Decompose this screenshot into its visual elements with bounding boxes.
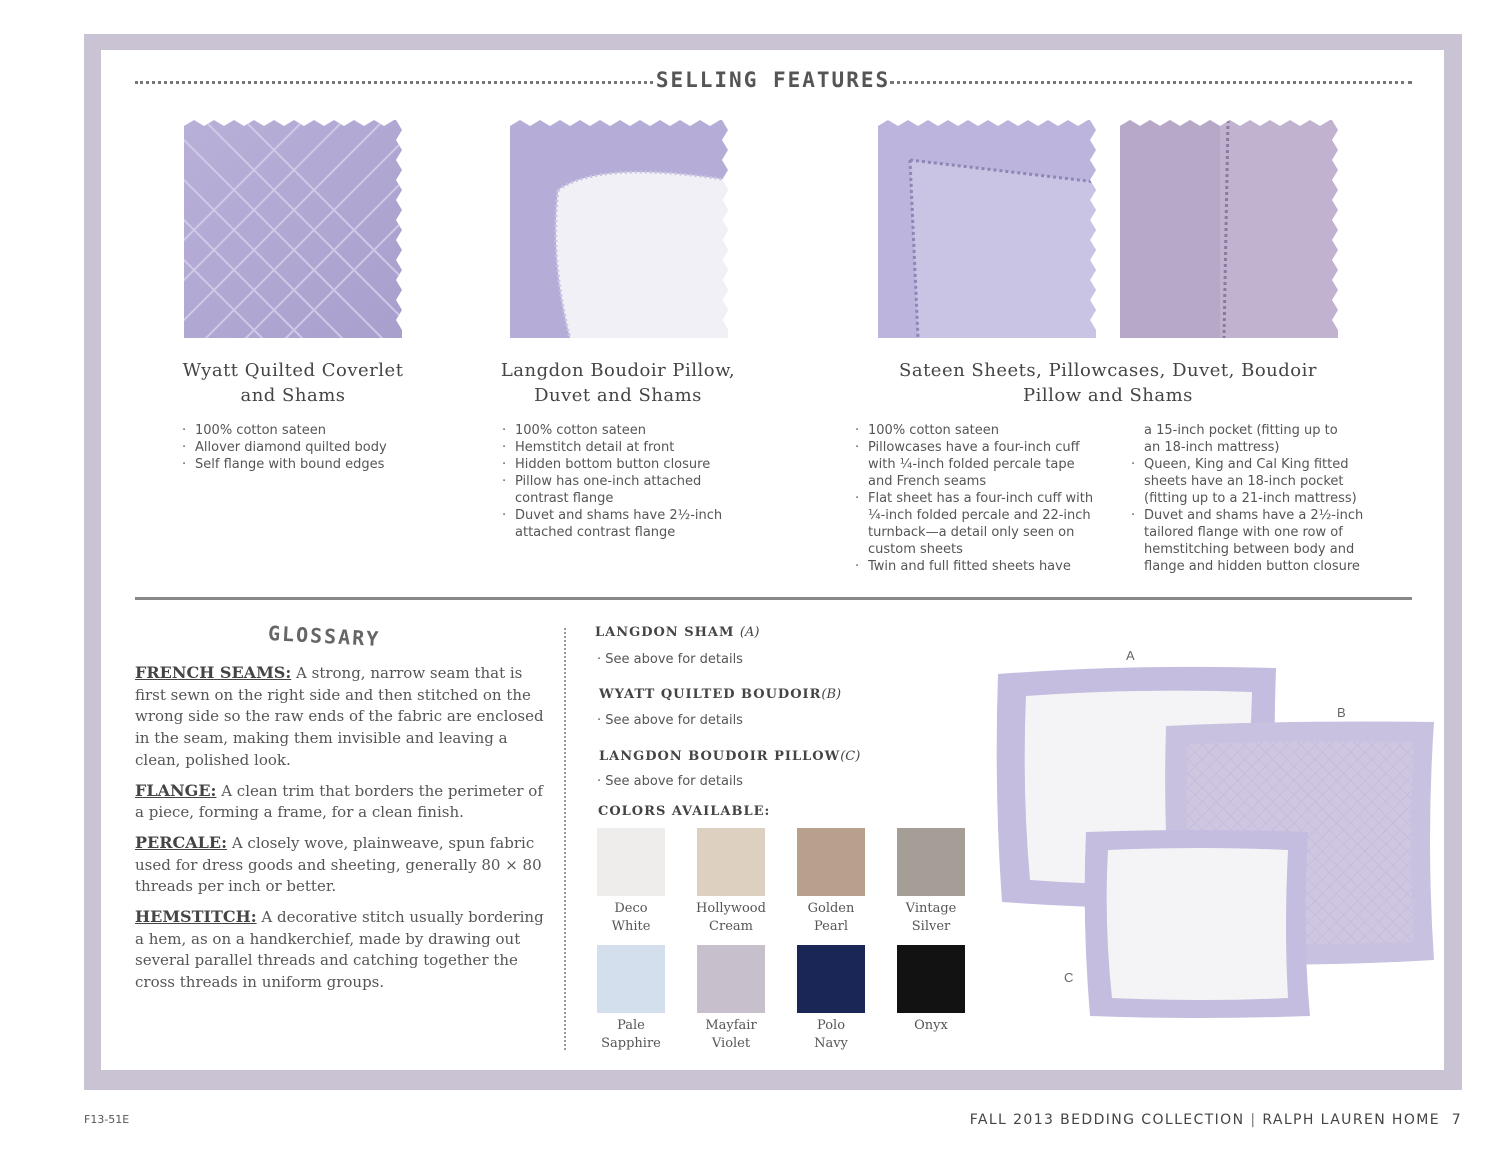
color-name xyxy=(876,900,986,936)
glossary-definition: A clean trim that borders the perimeter of a piece, forming a frame, for a clean finish. xyxy=(135,781,543,822)
dotted-rule-left xyxy=(135,81,653,84)
glossary-definition: A closely wove, plainweave, spun fabric used for dress goods and sheeting, generally 80 × 80 threads per inch or better. xyxy=(135,833,542,896)
feature-item: a 15-inch pocket (fitting up to xyxy=(1144,423,1338,438)
pillow-c-body xyxy=(1107,848,1288,1000)
feature-item: · Pillowcases have a four-inch cuff xyxy=(855,439,1125,456)
glossary-term: FRENCH SEAMS: xyxy=(135,663,292,682)
features-list-langdon xyxy=(502,422,792,541)
feature-item: · Allover diamond quilted body xyxy=(182,439,452,456)
item-letter: (A) xyxy=(739,625,760,640)
color-name xyxy=(576,1017,686,1053)
feature-item: · Hemstitch detail at front xyxy=(502,439,792,456)
feature-item: an 18-inch mattress) xyxy=(1144,440,1280,455)
dotted-rule-right xyxy=(890,81,1412,84)
glossary-entry xyxy=(135,780,545,824)
feature-item: custom sheets xyxy=(868,542,963,557)
feature-item: · Queen, King and Cal King fitted xyxy=(1131,456,1401,473)
selling-features-header xyxy=(135,66,1412,98)
color-name xyxy=(876,1017,986,1035)
item-note: · See above for details xyxy=(597,652,743,667)
title-line: and Shams xyxy=(240,385,346,406)
feature-item: and French seams xyxy=(868,474,987,489)
item-heading-langdon-sham xyxy=(595,625,759,640)
color-name xyxy=(676,1017,786,1053)
color-name-line: Violet xyxy=(711,1036,751,1051)
glossary-term: PERCALE: xyxy=(135,832,228,852)
glossary-term: HEMSTITCH: xyxy=(135,907,257,927)
footer-separator: | xyxy=(1250,1112,1257,1128)
glossary-entry xyxy=(135,906,545,994)
color-name-line: Cream xyxy=(709,919,753,934)
catalog-code: F13-51E xyxy=(84,1113,130,1126)
color-name-line: Vintage xyxy=(905,901,957,916)
color-name-line: Mayfair xyxy=(705,1018,757,1033)
features-list-sateen-col2 xyxy=(1131,422,1401,575)
color-name-line: Golden xyxy=(807,901,855,916)
item-heading-langdon-boudoir xyxy=(599,749,860,764)
item-note-text: See above for details xyxy=(605,713,743,728)
title-line: Sateen Sheets, Pillowcases, Duvet, Boudoir xyxy=(899,360,1317,381)
feature-item: turnback—a detail only seen on xyxy=(868,525,1075,540)
item-name: LANGDON BOUDOIR PILLOW xyxy=(599,749,841,764)
feature-item: · Twin and full fitted sheets have xyxy=(855,558,1125,575)
item-heading-wyatt-boudoir xyxy=(599,687,841,702)
feature-item: · 100% cotton sateen xyxy=(855,422,1125,439)
item-note-text: See above for details xyxy=(605,774,743,789)
feature-item: sheets have an 18-inch pocket xyxy=(1144,474,1344,489)
color-name-line: Deco xyxy=(614,901,648,916)
footer-branding xyxy=(970,1112,1462,1128)
color-name-line: Hollywood xyxy=(696,901,766,916)
section-divider xyxy=(135,597,1412,600)
color-name xyxy=(776,1017,886,1053)
features-list-wyatt xyxy=(182,422,452,473)
feature-item: hemstitching between body and xyxy=(1144,542,1355,557)
pillow-label-c: C xyxy=(1064,970,1074,985)
color-name xyxy=(576,900,686,936)
sateen-hemstitch-swatch xyxy=(878,120,1096,338)
feature-item: · 100% cotton sateen xyxy=(502,422,792,439)
sateen-stripe-swatch xyxy=(1120,120,1338,338)
pillow-label-b: B xyxy=(1337,705,1346,720)
color-chip xyxy=(897,945,965,1013)
item-letter: (C) xyxy=(840,749,861,764)
pillows-illustration xyxy=(990,660,1440,1020)
colors-heading: COLORS AVAILABLE: xyxy=(598,804,771,819)
title-line: Pillow and Shams xyxy=(1023,385,1193,406)
item-name: LANGDON SHAM xyxy=(595,625,740,640)
glossary-term: FLANGE: xyxy=(135,780,217,800)
feature-item: contrast flange xyxy=(515,491,614,506)
features-list-sateen-col1 xyxy=(855,422,1125,575)
color-name-line: Sapphire xyxy=(601,1036,661,1051)
feature-item: · Duvet and shams have 2½-inch xyxy=(502,507,792,524)
feature-item: · Duvet and shams have a 2½-inch xyxy=(1131,507,1401,524)
glossary-body xyxy=(135,662,545,1002)
color-chip xyxy=(597,945,665,1013)
product-title-wyatt xyxy=(160,358,426,408)
item-note: · See above for details xyxy=(597,774,743,789)
color-name-line: Onyx xyxy=(914,1018,948,1033)
glossary-definition: A strong, narrow seam that is first sewn on the right side and then stitched on the wrong side so the raw ends of the fabric are enclosed in the seam, making them invisible and leaving a clean, polished look. xyxy=(135,664,544,769)
color-chip xyxy=(597,828,665,896)
title-line: Wyatt Quilted Coverlet xyxy=(182,360,404,381)
page-number: 7 xyxy=(1451,1112,1462,1128)
quilted-fabric-swatch xyxy=(184,120,402,338)
feature-item: (fitting up to a 21-inch mattress) xyxy=(1144,491,1357,506)
pillow-label-a: A xyxy=(1126,648,1135,663)
feature-item: · Self flange with bound edges xyxy=(182,456,452,473)
feature-item: · 100% cotton sateen xyxy=(182,422,452,439)
color-name-line: Navy xyxy=(814,1036,848,1051)
feature-item: flange and hidden button closure xyxy=(1144,559,1360,574)
color-name-line: Silver xyxy=(911,919,951,934)
glossary-definition: A decorative stitch usually bordering a hem, as on a handkerchief, made by drawing out several parallel threads and catching together the cross threads in uniform groups. xyxy=(135,908,544,992)
color-chip xyxy=(697,828,765,896)
color-chip xyxy=(797,828,865,896)
color-name-line: Pale xyxy=(617,1018,645,1033)
feature-item: with ¼-inch folded percale tape xyxy=(868,457,1075,472)
feature-item: · Hidden bottom button closure xyxy=(502,456,792,473)
langdon-fabric-swatch xyxy=(510,120,728,338)
color-name-line: Pearl xyxy=(814,919,848,934)
feature-item: · Flat sheet has a four-inch cuff with xyxy=(855,490,1125,507)
column-dotted-divider xyxy=(564,628,566,1050)
title-line: Duvet and Shams xyxy=(534,385,702,406)
glossary-entry xyxy=(135,662,545,772)
footer-brand: RALPH LAUREN HOME xyxy=(1262,1112,1440,1128)
glossary-entry xyxy=(135,832,545,898)
color-chip xyxy=(897,828,965,896)
color-name xyxy=(676,900,786,936)
feature-item: tailored flange with one row of xyxy=(1144,525,1343,540)
glossary-title: GLOSSARY xyxy=(267,621,381,651)
color-chip xyxy=(697,945,765,1013)
title-line: Langdon Boudoir Pillow, xyxy=(500,360,736,381)
item-note-text: See above for details xyxy=(605,652,743,667)
item-note: · See above for details xyxy=(597,713,743,728)
color-name-line: White xyxy=(611,919,651,934)
feature-item: ¼-inch folded percale and 22-inch xyxy=(868,508,1091,523)
color-name-line: Polo xyxy=(816,1018,846,1033)
section-title: SELLING FEATURES xyxy=(655,68,891,92)
item-letter: (B) xyxy=(821,687,842,702)
item-name: WYATT QUILTED BOUDOIR xyxy=(599,687,822,702)
feature-item: attached contrast flange xyxy=(515,525,676,540)
color-chip xyxy=(797,945,865,1013)
product-title-sateen xyxy=(860,358,1356,408)
feature-item: · Pillow has one-inch attached xyxy=(502,473,792,490)
product-title-langdon xyxy=(470,358,766,408)
footer-collection: FALL 2013 BEDDING COLLECTION xyxy=(969,1112,1245,1128)
color-name xyxy=(776,900,886,936)
